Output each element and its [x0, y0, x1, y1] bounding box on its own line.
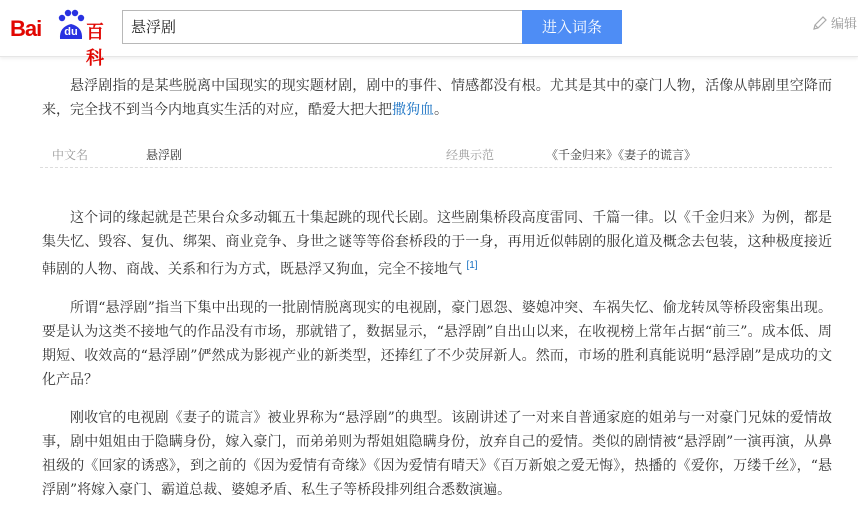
body-paragraph: 所谓“悬浮剧”指当下集中出现的一批剧情脱离现实的电视剧，豪门恩怨、婆媳冲突、车祸失忆、偷龙转凤等桥段密集出现。要是认为这类不接地气的作品没有市场，那就错了，数据显示，“悬浮剧”自出山以来，在收视榜上常年占据“前三”。成本低、周期短、收效高的“悬浮剧”俨然成为影视产业的新类型，还捧红了不少荧屏新人。然而，市场的胜利真能说明“悬浮剧”是成功的文化产品？: [42, 299, 832, 388]
logo-baike-text: 百科: [86, 22, 103, 69]
pencil-icon: [812, 15, 828, 31]
top-bar: [0, 0, 858, 69]
basic-info-value: 悬浮剧: [146, 148, 183, 162]
summary-text: 悬浮剧指的是某些脱离中国现实的现实题材剧，剧中的事件、情感都没有根。尤其是其中的豪门人物，活像从韩剧里空降而来，完全找不到当今内地真实生活的对应，酷爱大把大把: [42, 78, 832, 118]
basic-info-name: 经典示范: [446, 148, 495, 162]
basic-info-name: 中文名: [52, 148, 89, 162]
edit-button[interactable]: [812, 13, 857, 32]
baidu-baike-logo[interactable]: [10, 8, 116, 69]
body-paragraph: 刚收官的电视剧《妻子的谎言》被业界称为“悬浮剧”的典型。该剧讲述了一对来自普通家庭的姐弟与一对豪门兄妹的爱情故事，剧中姐姐由于隐瞒身份，嫁入豪门，而弟弟则为帮姐姐隐瞒身份，放弃自己的爱情。类似的剧情被“悬浮剧”一演再演，从鼻祖级的《回家的诱惑》，到之前的《因为爱情有奇缘》《因为爱情有晴天》《百万新娘之爱无悔》，热播的《爱你，万缕千丝》，“悬浮剧”将嫁入豪门、霸道总裁、婆媳矛盾、私生子等桥段排列组合悉数演遍。: [42, 409, 832, 498]
logo-bai-text: Bai: [10, 16, 42, 41]
summary-link[interactable]: 撒狗血: [392, 102, 434, 118]
logo-du-text: du: [64, 26, 78, 38]
article-content: [42, 56, 832, 502]
basic-info-value: 《千金归来》《妻子的谎言》: [546, 148, 697, 162]
enter-entry-button[interactable]: 进入词条: [522, 10, 622, 44]
basic-info-box: [40, 143, 832, 168]
summary-text-end: 。: [434, 102, 448, 118]
edit-label: 编辑: [831, 17, 858, 32]
summary-paragraph: [42, 74, 832, 122]
reference-link[interactable]: [1]: [466, 260, 478, 271]
search-input[interactable]: 悬浮剧: [122, 10, 522, 44]
body-paragraph: [42, 206, 832, 282]
paragraph-text: 这个词的缘起就是芒果台众多动辄五十集起跳的现代长剧。这些剧集桥段高度雷同、千篇一律。以《千金归来》为例，都是集失忆、毁容、复仇、绑架、商业竞争、身世之谜等等俗套桥段的于一身，再用近似韩剧的服化道及概念去包装，这种极度接近韩剧的人物、商战、关系和行为方式，既悬浮又狗血，完全不接地气: [42, 210, 832, 278]
